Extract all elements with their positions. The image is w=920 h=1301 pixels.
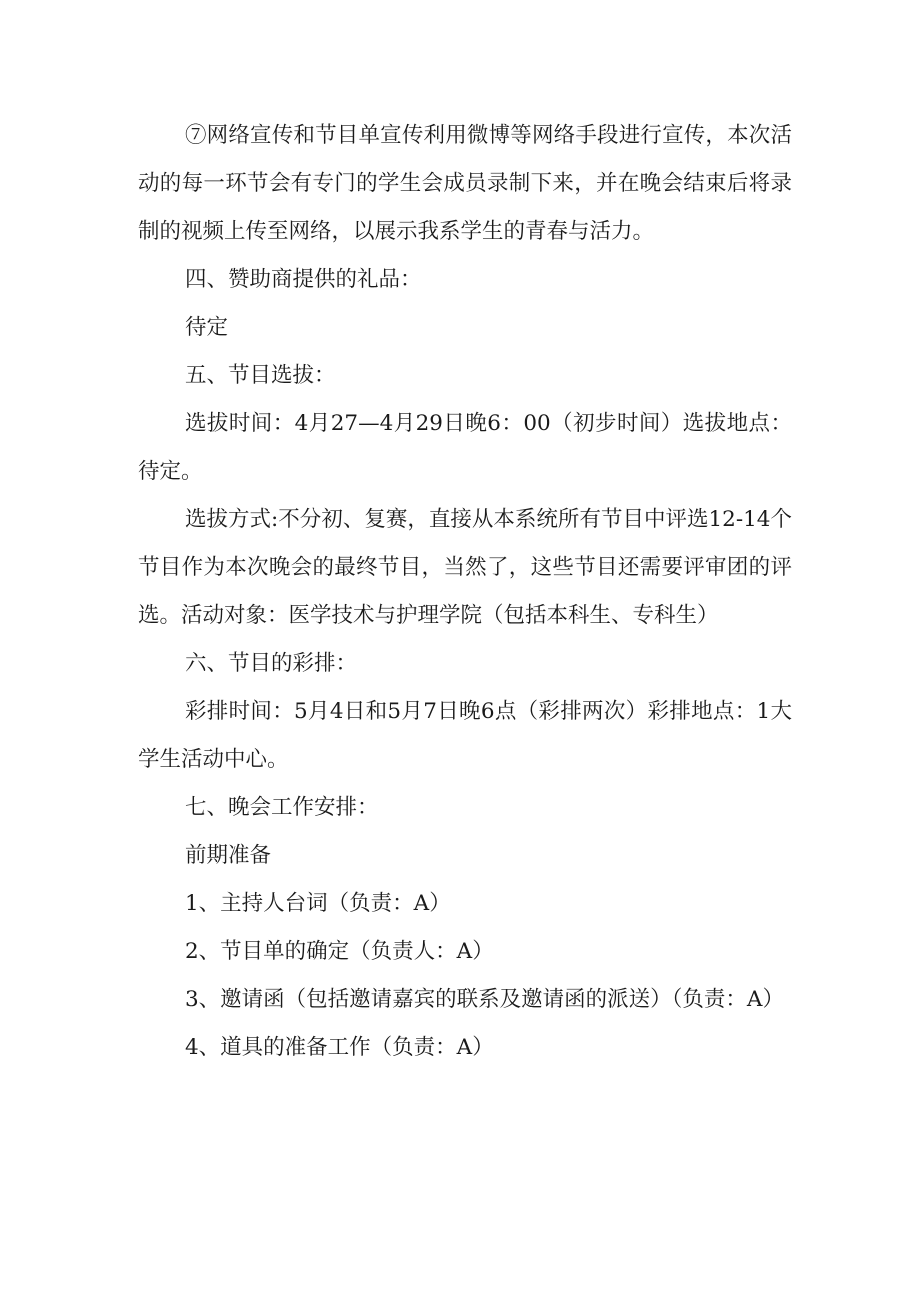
heading-rehearsal: 六、节目的彩排： bbox=[185, 651, 358, 676]
list-item-host-script: 1、主持人台词（负责：A） bbox=[185, 891, 451, 916]
document-page bbox=[138, 112, 792, 1072]
heading-program-selection: 五、节目选拔： bbox=[185, 363, 336, 388]
paragraph-selection-method: 选拔方式:不分初、复赛，直接从本系统所有节目中评选12-14个节目作为本次晚会的最终节目，当然了，这些节目还需要评审团的评选。活动对象：医学技术与护理学院（包括本科生、专科生） bbox=[138, 507, 792, 628]
subheading-preparation: 前期准备 bbox=[185, 843, 272, 868]
heading-sponsor-gifts: 四、赞助商提供的礼品： bbox=[185, 267, 422, 292]
heading-work-arrangement: 七、晚会工作安排： bbox=[185, 795, 379, 820]
list-item-invitations: 3、邀请函（包括邀请嘉宾的联系及邀请函的派送）（负责：A） bbox=[185, 987, 784, 1012]
paragraph-online-promotion: ⑦网络宣传和节目单宣传利用微博等网络手段进行宣传，本次活动的每一环节会有专门的学生会成员录制下来，并在晚会结束后将录制的视频上传至网络，以展示我系学生的青春与活力。 bbox=[138, 123, 792, 244]
paragraph-gifts-tbd: 待定 bbox=[185, 315, 229, 340]
paragraph-selection-time: 选拔时间：4月27—4月29日晚6：00（初步时间）选拔地点：待定。 bbox=[138, 411, 792, 484]
paragraph-rehearsal-time: 彩排时间：5月4日和5月7日晚6点（彩排两次）彩排地点：1大学生活动中心。 bbox=[138, 699, 792, 772]
list-item-props: 4、道具的准备工作（负责：A） bbox=[185, 1035, 494, 1060]
list-item-program-list: 2、节目单的确定（负责人：A） bbox=[185, 939, 494, 964]
